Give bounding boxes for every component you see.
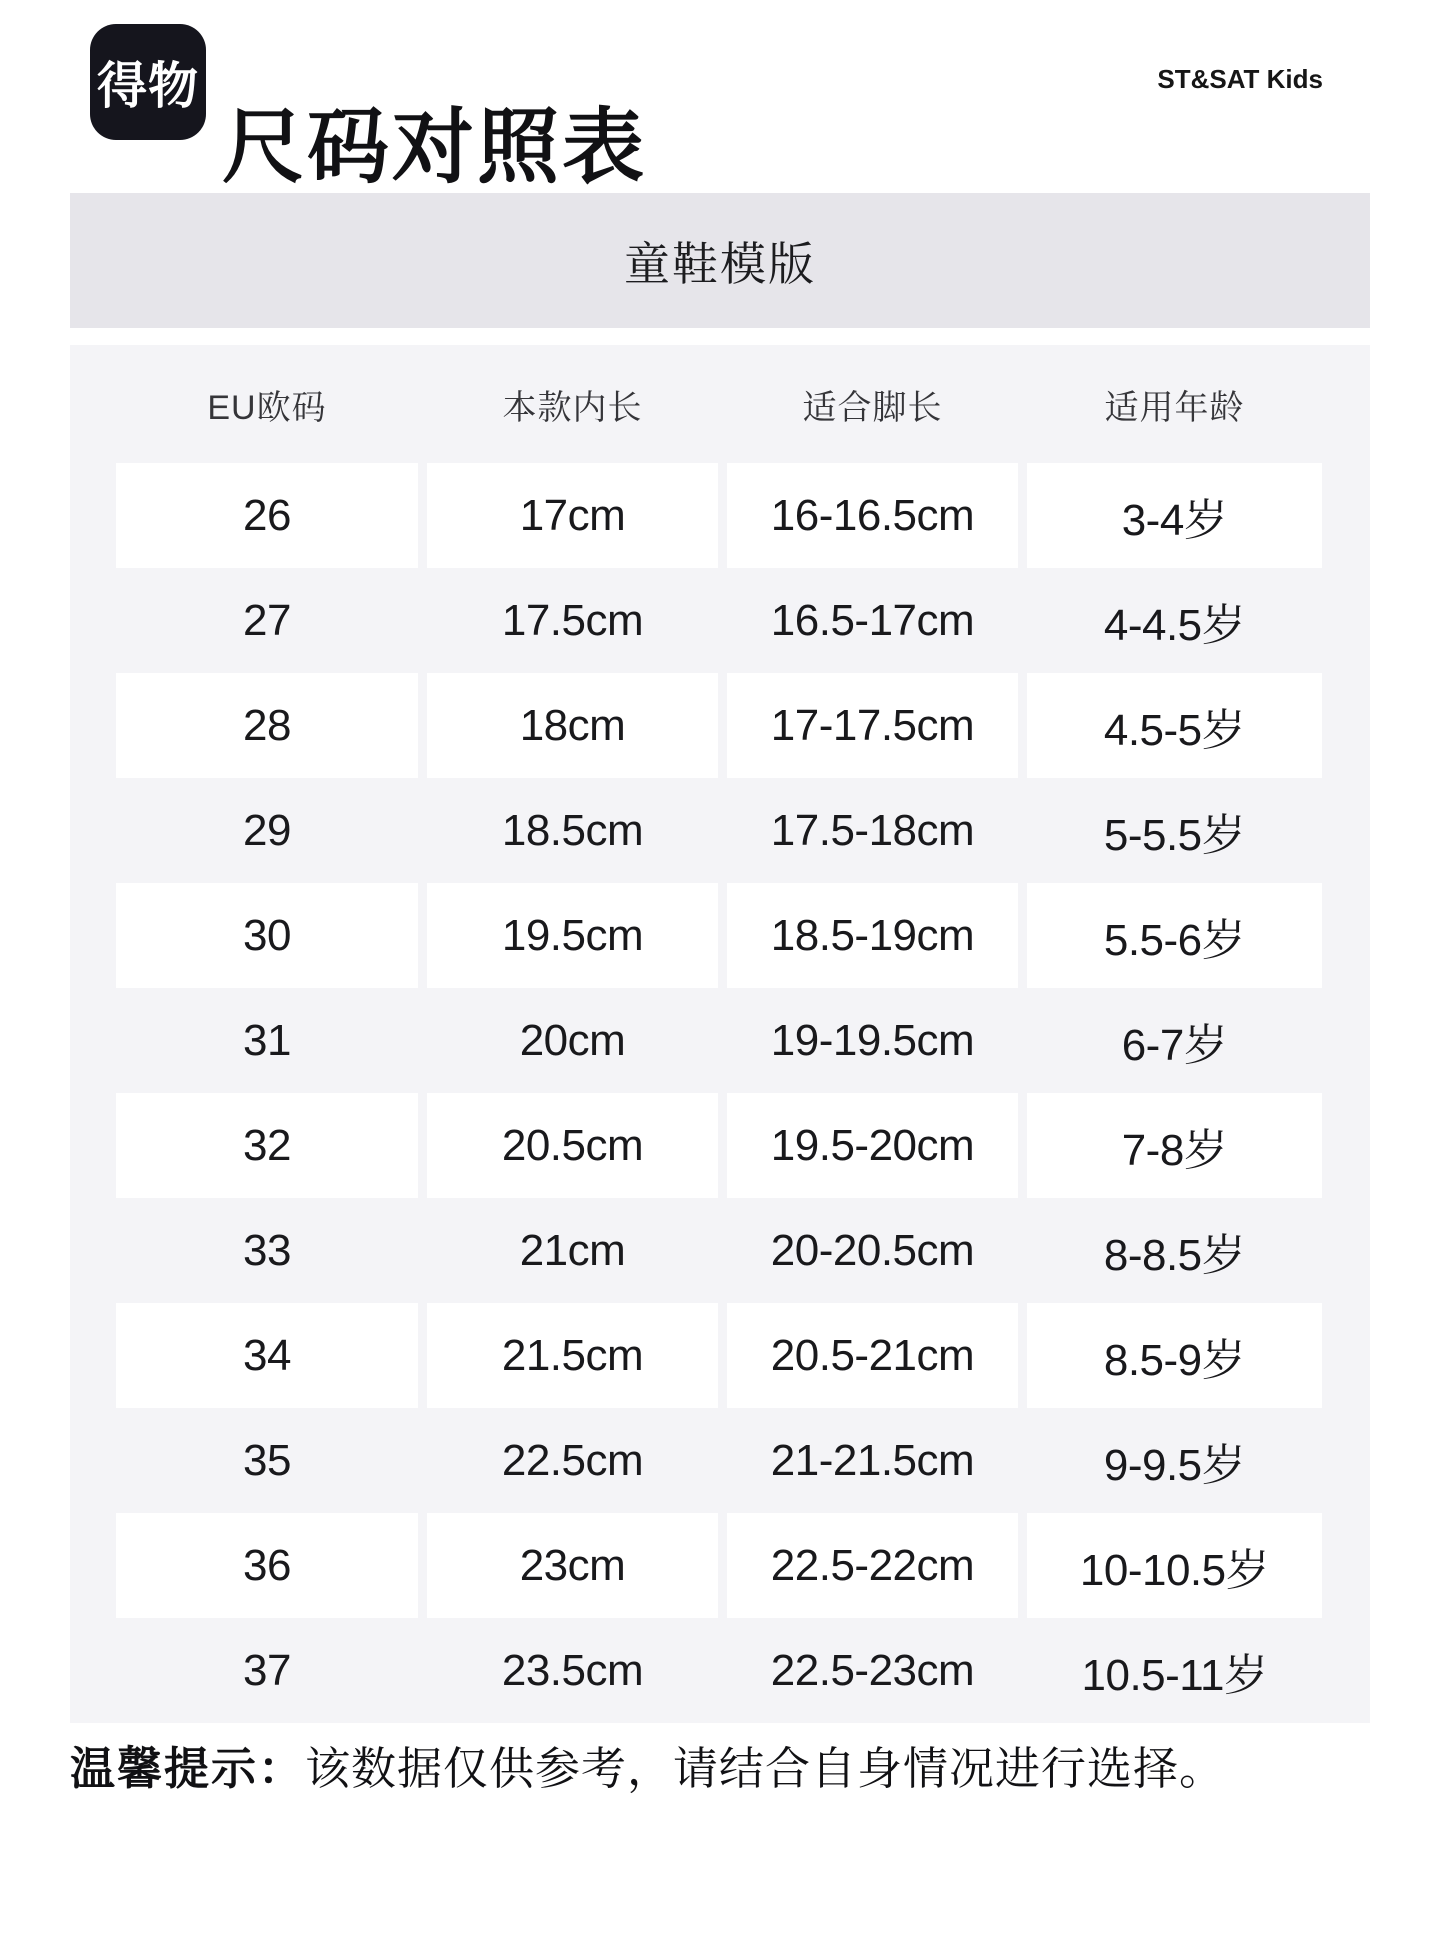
- table-cell: 22.5-22cm: [727, 1513, 1018, 1618]
- table-cell: 18cm: [427, 673, 718, 778]
- table-row: [116, 1303, 1322, 1408]
- column-header: 适合脚长: [802, 388, 943, 427]
- table-cell: 10.5-11岁: [1081, 1650, 1268, 1700]
- table-row: [116, 1093, 1322, 1198]
- table-cell: 18.5cm: [501, 805, 644, 855]
- table-cell: 37: [243, 1645, 291, 1695]
- table-cell: 19.5-20cm: [727, 1093, 1018, 1198]
- table-cell: 32: [116, 1093, 418, 1198]
- table-cell: 19.5cm: [427, 883, 718, 988]
- table-row: [116, 673, 1322, 778]
- table-cell: 20cm: [519, 1015, 626, 1065]
- table-cell: 19-19.5cm: [770, 1015, 975, 1065]
- table-cell: 26: [116, 463, 418, 568]
- footer-note-label: 温馨提示：: [70, 1743, 306, 1794]
- table-cell: 20.5cm: [427, 1093, 718, 1198]
- size-table: [70, 345, 1370, 1723]
- table-cell: 22.5cm: [501, 1435, 644, 1485]
- table-row: [116, 778, 1322, 883]
- page-title: 尺码对照表: [222, 101, 648, 193]
- table-cell: 31: [243, 1015, 291, 1065]
- footer-note: [70, 1740, 1225, 1799]
- table-row: [116, 988, 1322, 1093]
- table-cell: 8.5-9岁: [1027, 1303, 1322, 1408]
- table-row: [116, 1618, 1322, 1723]
- table-cell: 6-7岁: [1121, 1020, 1228, 1070]
- table-cell: 22.5-23cm: [770, 1645, 975, 1695]
- table-cell: 17cm: [427, 463, 718, 568]
- table-header-row: [116, 345, 1322, 463]
- table-cell: 5-5.5岁: [1103, 810, 1246, 860]
- brand-label: ST&SAT Kids: [1157, 64, 1323, 94]
- table-cell: 17.5cm: [501, 595, 644, 645]
- table-cell: 8-8.5岁: [1103, 1230, 1246, 1280]
- table-cell: 7-8岁: [1027, 1093, 1322, 1198]
- table-cell: 36: [116, 1513, 418, 1618]
- table-row: [116, 1408, 1322, 1513]
- table-cell: 20-20.5cm: [770, 1225, 975, 1275]
- table-cell: 4-4.5岁: [1103, 600, 1246, 650]
- table-cell: 29: [243, 805, 291, 855]
- table-row: [116, 568, 1322, 673]
- dewu-logo: [90, 24, 206, 140]
- table-row: [116, 463, 1322, 568]
- footer-note-text: 该数据仅供参考，请结合自身情况进行选择。: [305, 1743, 1226, 1794]
- table-cell: 17-17.5cm: [727, 673, 1018, 778]
- table-cell: 21-21.5cm: [770, 1435, 975, 1485]
- table-cell: 10-10.5岁: [1027, 1513, 1322, 1618]
- column-header: 适用年龄: [1104, 388, 1245, 427]
- table-cell: 28: [116, 673, 418, 778]
- table-cell: 35: [243, 1435, 291, 1485]
- table-cell: 18.5-19cm: [727, 883, 1018, 988]
- template-banner: [70, 193, 1370, 328]
- table-cell: 23.5cm: [501, 1645, 644, 1695]
- template-banner-title: 童鞋模版: [624, 237, 816, 290]
- table-cell: 4.5-5岁: [1027, 673, 1322, 778]
- table-cell: 9-9.5岁: [1103, 1440, 1246, 1490]
- table-cell: 17.5-18cm: [770, 805, 975, 855]
- table-cell: 34: [116, 1303, 418, 1408]
- table-cell: 33: [243, 1225, 291, 1275]
- table-row: [116, 1198, 1322, 1303]
- column-header: EU欧码: [207, 388, 327, 427]
- table-body: [116, 463, 1322, 1723]
- table-cell: 16-16.5cm: [727, 463, 1018, 568]
- table-cell: 23cm: [427, 1513, 718, 1618]
- table-cell: 27: [243, 595, 291, 645]
- table-cell: 3-4岁: [1027, 463, 1322, 568]
- table-cell: 20.5-21cm: [727, 1303, 1018, 1408]
- table-cell: 21.5cm: [427, 1303, 718, 1408]
- dewu-logo-text: 得物: [97, 58, 199, 114]
- table-row: [116, 883, 1322, 988]
- table-row: [116, 1513, 1322, 1618]
- table-cell: 30: [116, 883, 418, 988]
- table-cell: 21cm: [519, 1225, 626, 1275]
- table-cell: 5.5-6岁: [1027, 883, 1322, 988]
- column-header: 本款内长: [502, 388, 643, 427]
- table-cell: 16.5-17cm: [770, 595, 975, 645]
